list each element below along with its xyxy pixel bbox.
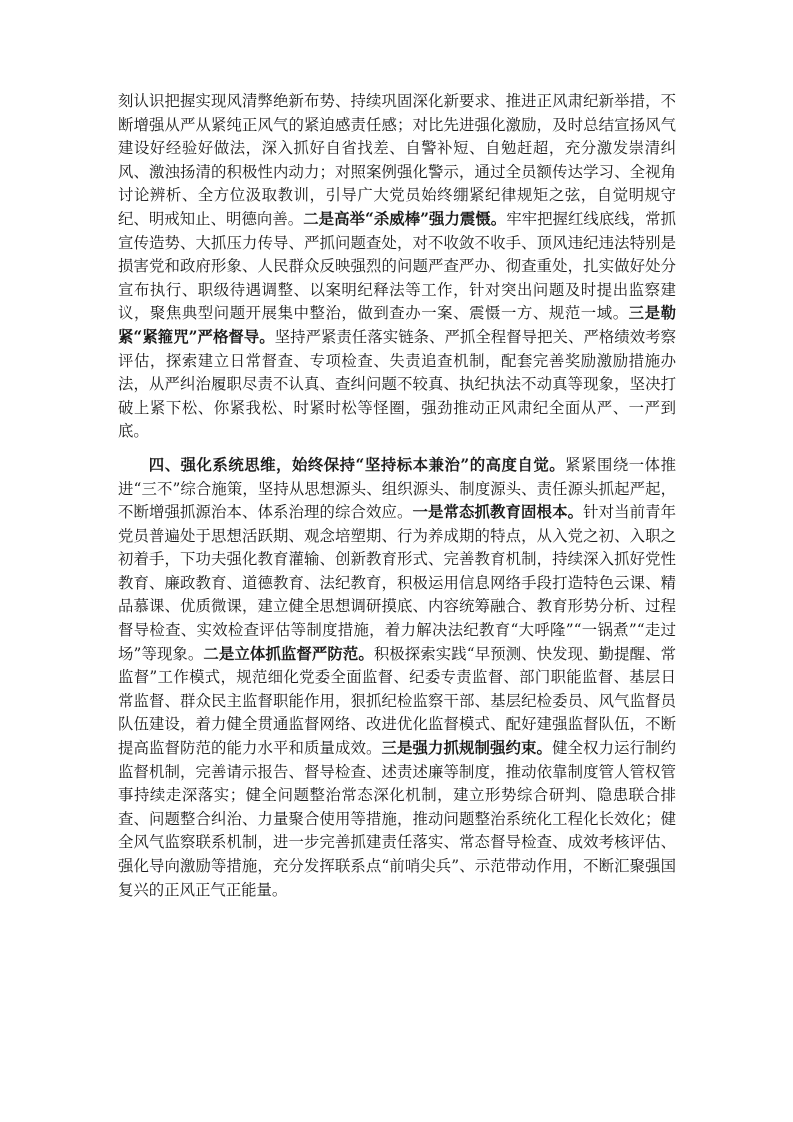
paragraph-2-heading-1: 一是常态抓教育固根本。 [412,503,584,522]
paragraph-1-run-3: 牢牢把握红线底线，常抓宣传造势、大抓压力传导、严抓问题查处，对不收敛不收手、顶风违纪违法特别是损害党和政府形象、人民群众反映强烈的问题严查严办、彻查重处，扎实做好处分宣布执行、职级待遇调整、以案明纪释法等工作，针对突出问题及时提出监察建议，聚焦典型问题开展集中整治，做到查办一案、震慑一方、规范一域。 [118,209,676,323]
paragraph-2-run-2: 紧紧围绕一体推进“三不”综合施策，坚持从思想源头、组织源头、制度源头、责任源头抓起严起，不断增强抓源治本、体系治理的综合效应。 [118,455,676,522]
paragraph-2-run-6: 积极探索实践“早预测、快发现、勤提醒、常监督”工作模式，规范细化党委全面监督、纪委专责监督、部门职能监督、基层日常监督、群众民主监督职能作用，狠抓纪检监察干部、基层纪检委员、风气监督员队伍建设，着力健全贯通监督网络、改进优化监督模式、配好建强监督队伍，不断提高监督防范的能力水平和质量成效。 [118,644,676,758]
document-body [118,90,676,902]
section-heading-4: 四、强化系统思维，始终保持“坚持标本兼治”的高度自觉。 [148,455,566,474]
paragraph-2-heading-2: 二是立体抓监督严防范。 [203,644,374,663]
paragraph-1-heading-3: 三是勒紧“紧箍咒”严格督导。 [118,304,676,346]
paragraph-2-run-4: 针对当前青年党员普遍处于思想活跃期、观念培塑期、行为养成期的特点，从入党之初、入职之初着手，下功夫强化教育灌输、创新教育形式、完善教育机制，持续深入抓好党性教育、廉政教育、道德教育、法纪教育，积极运用信息网络手段打造特色云课、精品慕课、优质微课，建立健全思想调研摸底、内容统筹融合、教育形势分析、过程督导检查、实效检查评估等制度措施，着力解决法纪教育“大呼隆”“一锅煮”“走过场”等现象。 [118,503,676,663]
paragraph-1-heading-2: 二是高举“杀威棒”强力震慑。 [303,209,507,228]
paragraph-1-run-1: 刻认识把握实现风清弊绝新布势、持续巩固深化新要求、推进正风肃纪新举措，不断增强从严从紧纯正风气的紧迫感责任感；对比先进强化激励，及时总结宣扬风气建设好经验好做法，深入抓好自省找差、自警补短、自勉赶超，充分激发崇清纠风、激浊扬清的积极性内动力；对照案例强化警示，通过全员额传达学习、全视角讨论辨析、全方位汲取教训，引导广大党员始终绷紧纪律规矩之弦，自觉明规守纪、明戒知止、明德向善。 [118,92,676,228]
paragraph-2 [118,454,676,902]
paragraph-2-heading-3: 三是强力抓规制强约束。 [381,739,553,758]
paragraph-1-run-5: 坚持严紧责任落实链条、严抓全程督导把关、严格绩效考察评估，探索建立日常督查、专项检查、失责追查机制，配套完善奖励激励措施办法，从严纠治履职尽责不认真、查纠问题不较真、执纪执法不动真等现象，坚决打破上紧下松、你紧我松、时紧时松等怪圈，强劲推动正风肃纪全面从严、一严到底。 [118,327,676,441]
paragraph-1 [118,90,676,444]
paragraph-2-run-8: 健全权力运行制约监督机制，完善请示报告、督导检查、述责述廉等制度，推动依靠制度管人管权管事持续走深落实；健全问题整治常态深化机制，建立形势综合研判、隐患联合排查、问题整合纠治、力量聚合使用等措施，推动问题整治系统化工程化长效化；健全风气监察联系机制，进一步完善抓建责任落实、常态督导检查、成效考核评估、强化导向激励等措施，充分发挥联系点“前哨尖兵”、示范带动作用，不断汇聚强国复兴的正风正气正能量。 [118,739,676,899]
